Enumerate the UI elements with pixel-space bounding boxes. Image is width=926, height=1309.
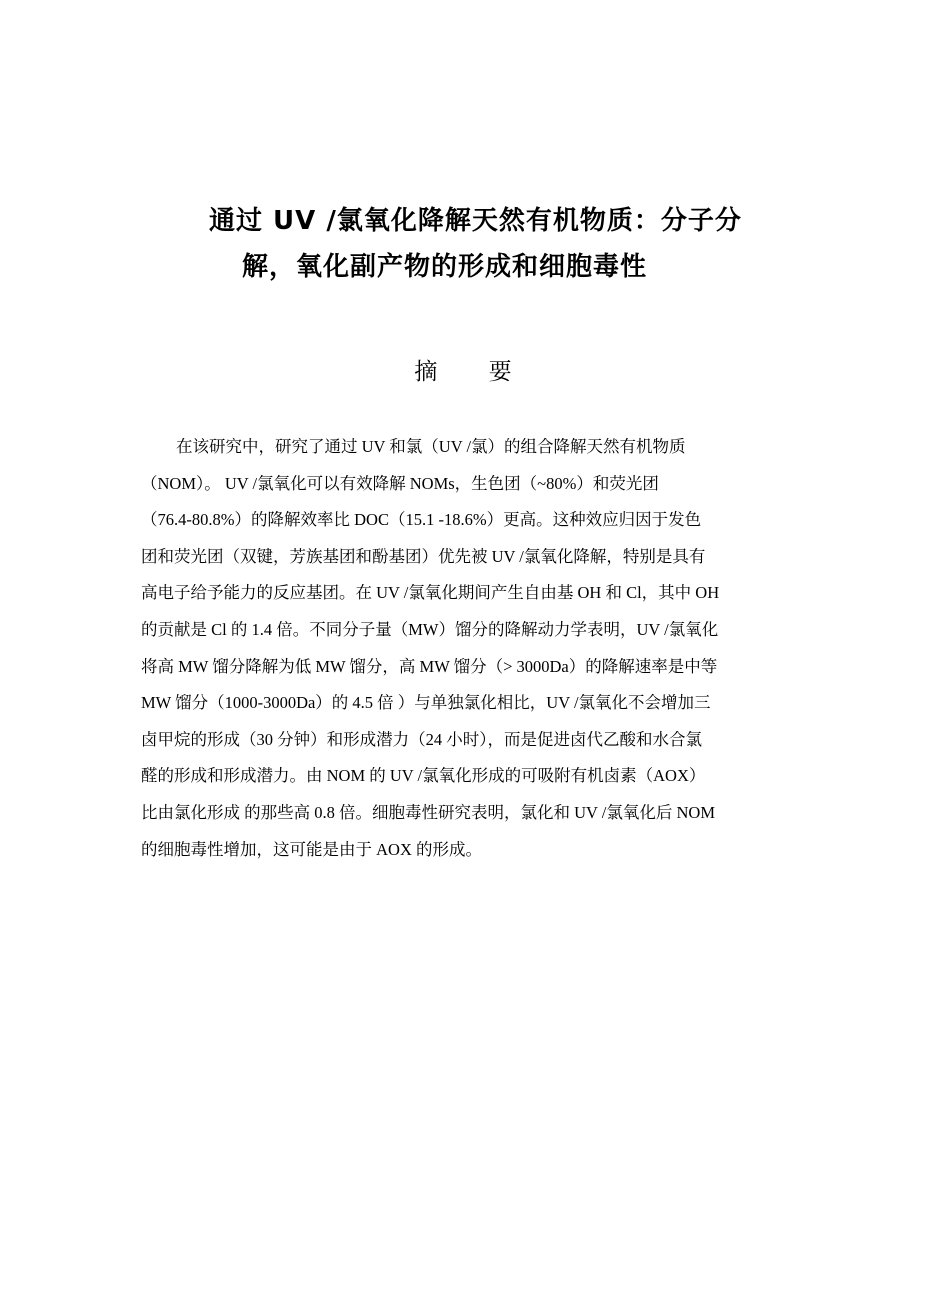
abstract-line: 的细胞毒性增加，这可能是由于 AOX 的形成。 — [141, 839, 482, 859]
abstract-line: 卤甲烷的形成（30 分钟）和形成潜力（24 小时），而是促进卤代乙酸和水合氯 — [141, 729, 702, 749]
abstract-line: MW 馏分（1000-3000Da）的 4.5 倍 ）与单独氯化相比，UV /氯氧化不会增加三 — [141, 693, 711, 713]
title-line-2: 解，氧化副产物的形成和细胞毒性 — [242, 252, 648, 282]
abstract-heading: 摘 要 — [414, 359, 534, 385]
abstract-line: 团和荧光团（双键，芳族基团和酚基团）优先被 UV /氯氧化降解，特别是具有 — [141, 546, 706, 566]
abstract-line: （NOM）。 UV /氯氧化可以有效降解 NOMs，生色团（~80%）和荧光团 — [141, 473, 659, 493]
abstract-line: 将高 MW 馏分降解为低 MW 馏分，高 MW 馏分（> 3000Da）的降解速率是中等 — [141, 656, 718, 676]
abstract-line: 的贡献是 Cl 的 1.4 倍。不同分子量（MW）馏分的降解动力学表明，UV /氯氧化 — [141, 619, 719, 639]
abstract-line: 高电子给予能力的反应基团。在 UV /氯氧化期间产生自由基 OH 和 Cl，其中 OH — [141, 583, 720, 603]
abstract-line: （76.4-80.8%）的降解效率比 DOC（15.1 -18.6%）更高。这种效应归因于发色 — [141, 510, 702, 530]
abstract-line: 醛的形成和形成潜力。由 NOM 的 UV /氯氧化形成的可吸附有机卤素（AOX） — [141, 766, 706, 786]
abstract-line: 比由氯化形成 的那些高 0.8 倍。细胞毒性研究表明，氯化和 UV /氯氧化后 NOM — [141, 802, 715, 822]
abstract-body — [141, 429, 789, 868]
title-line-1: 通过 UV /氯氧化降解天然有机物质：分子分 — [209, 206, 742, 236]
abstract-line: 在该研究中，研究了通过 UV 和氯（UV /氯）的组合降解天然有机物质 — [176, 437, 686, 456]
